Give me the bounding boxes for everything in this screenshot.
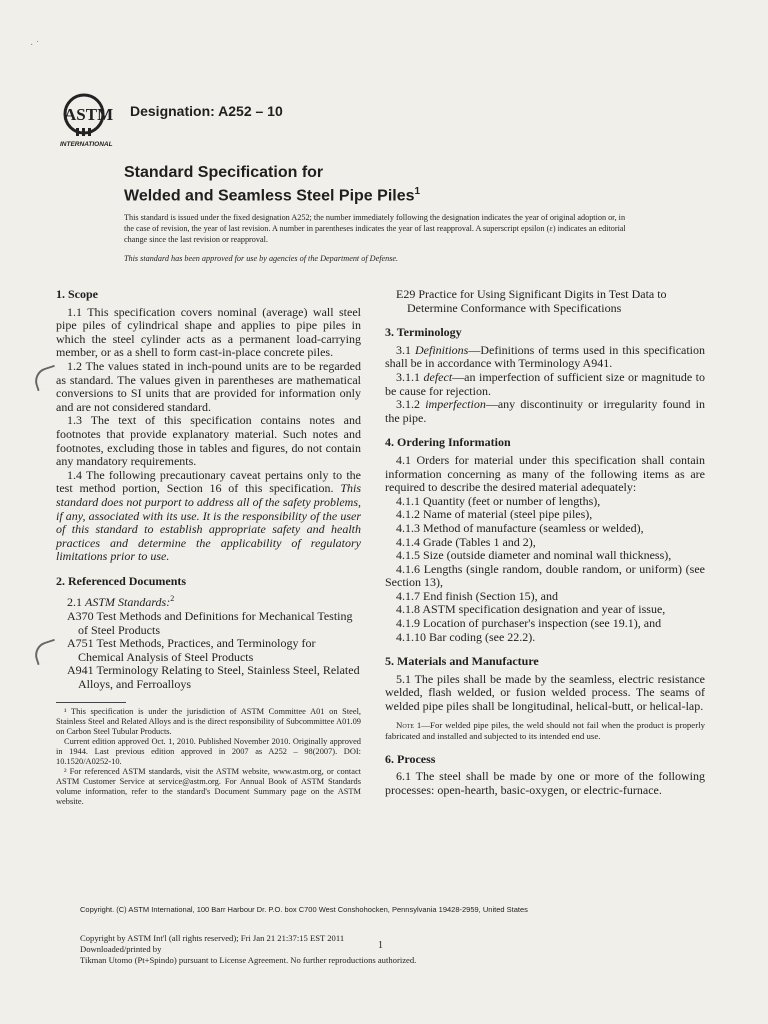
- para-3-1-1-term: defect: [423, 369, 453, 384]
- logo-international: INTERNATIONAL: [60, 141, 113, 148]
- section-3-heading: 3. Terminology: [385, 325, 462, 340]
- para-3-1-1-text: —an imperfection of sufficient size or magnitude to be cause for rejection.: [385, 369, 705, 398]
- page-title: [124, 163, 420, 205]
- footnote-divider: [56, 702, 126, 703]
- title-line-2: [124, 182, 420, 205]
- para-2-1-num: 2.1: [67, 595, 82, 610]
- para-3-1-2: [385, 398, 705, 425]
- footnote-1-edition: Current edition approved Oct. 1, 2010. Published November 2010. Originally approved in 1944. Last previous edition approved in 2007 as A252 – 98(2007). DOI: 10.1520/A0252-10.: [56, 736, 361, 766]
- para-1-3: 1.3 The text of this specification contains notes and footnotes that provide explanatory material. Such notes and footnotes, excluding those in tables and figures, do not contain any mandatory requirements.: [56, 413, 361, 469]
- para-3-1-2-text: —any discontinuity or irregularity found in the pipe.: [385, 397, 706, 425]
- list-item: 4.1.10 Bar coding (see 22.2).: [396, 629, 536, 644]
- para-3-1-2-term: imperfection: [425, 397, 486, 412]
- section-5-heading: 5. Materials and Manufacture: [385, 654, 539, 669]
- list-item: 4.1.2 Name of material (steel pipe piles),: [396, 507, 593, 522]
- section-4-heading: 4. Ordering Information: [385, 435, 511, 450]
- designation: Designation: A252 – 10: [130, 103, 283, 119]
- right-column: [385, 288, 705, 797]
- para-3-1-1-num: 3.1.1: [396, 369, 420, 384]
- note-1: [385, 720, 705, 742]
- para-2-1-footnote-ref: 2: [170, 594, 175, 604]
- para-6-1: 6.1 The steel shall be made by one or more of the following processes: open-hearth, basic-oxygen, or electric-furnace.: [385, 769, 705, 797]
- para-3-1-text: —Definitions of terms used in this specification shall be in accordance with Terminology A941.: [385, 342, 706, 371]
- reference-a370: A370 Test Methods and Definitions for Mechanical Testing of Steel Products: [67, 609, 353, 637]
- para-1-1: 1.1 This specification covers nominal (average) wall steel pipe piles of cylindrical shape and applies to pipe piles in which the steel cylinder acts as a permanent load-carrying member, or as a shell to form cast-in-place concrete piles.: [56, 304, 361, 360]
- list-item: 4.1.7 End finish (Section 15), and: [396, 588, 558, 603]
- reference-a941: A941 Terminology Relating to Steel, Stainless Steel, Related Alloys, and Ferroalloys: [67, 663, 360, 692]
- title-footnote-ref: 1: [414, 186, 421, 197]
- dod-approval-note: This standard has been approved for use by agencies of the Department of Defense.: [124, 254, 399, 263]
- para-1-4-text: 1.4 The following precautionary caveat pertains only to the test method portion, Section 16 of this specification.: [56, 467, 361, 496]
- ordering-items-list: [385, 495, 705, 645]
- page-number: 1: [378, 940, 383, 951]
- note-1-label: Note 1: [396, 719, 422, 730]
- para-5-1: 5.1 The piles shall be made by the seamless, electric resistance welded, flash welded, or fusion welded process. The seams of welded pipe piles shall be longitudinal, helical-butt, or helical-lap.: [385, 671, 705, 714]
- note-1-text: —For welded pipe piles, the weld should not fail when the product is properly fabricated and installed and subjected to its intended end use.: [385, 719, 705, 741]
- para-4-1: 4.1 Orders for material under this specification shall contain information concerning as many of the following items as are required to describe the desired material adequately:: [385, 452, 705, 495]
- logo-letters: ASTM: [64, 105, 114, 124]
- footnote-2: ² For referenced ASTM standards, visit the ASTM website, www.astm.org, or contact ASTM Customer Service at service@astm.org. For Annual Book of ASTM Standards volume information, refer to the standard's Document Summary page on the ASTM website.: [56, 766, 361, 806]
- para-3-1-2-num: 3.1.2: [396, 397, 420, 412]
- para-2-1-label: ASTM Standards:: [85, 595, 171, 610]
- list-item: 4.1.4 Grade (Tables 1 and 2),: [396, 534, 536, 549]
- section-6-heading: 6. Process: [385, 751, 436, 766]
- reference-e29: E29 Practice for Using Significant Digits in Test Data to Determine Conformance with Specifications: [396, 287, 667, 315]
- download-line-3: Tikman Utomo (Pt+Spindo) pursuant to License Agreement. No further reproductions authorized.: [80, 955, 417, 965]
- list-item: 4.1.6 Lengths (single random, double random, or uniform) (see Section 13),: [385, 561, 705, 590]
- para-3-1-1: [385, 371, 705, 398]
- download-notice: [80, 933, 520, 966]
- left-column: [56, 288, 361, 807]
- para-3-1-num: 3.1: [396, 342, 411, 357]
- reference-a751: A751 Test Methods, Practices, and Terminology for Chemical Analysis of Steel Products: [67, 636, 316, 664]
- astm-logo: [60, 92, 124, 150]
- para-1-2: 1.2 The values stated in inch-pound units are to be regarded as standard. The values given in parentheses are mathematical conversions to SI units that are provided for information only and are not considered standard.: [56, 358, 361, 414]
- para-3-1: [385, 344, 705, 371]
- copyright-line: Copyright. (C) ASTM International, 100 Barr Harbour Dr. P.O. box C700 West Conshohocken, Pennsylvania 19428-2959, United States: [80, 905, 528, 914]
- para-1-4: [56, 469, 361, 564]
- list-item: 4.1.9 Location of purchaser's inspection (see 19.1), and: [396, 616, 662, 631]
- title-line-2-text: Welded and Seamless Steel Pipe Piles: [124, 187, 415, 205]
- section-2-heading: 2. Referenced Documents: [56, 573, 187, 588]
- para-3-1-term: Definitions: [415, 342, 469, 357]
- list-item: 4.1.1 Quantity (feet or number of lengths),: [396, 493, 601, 508]
- title-line-1: Standard Specification for: [124, 164, 324, 181]
- scan-speck: · ˙: [30, 40, 40, 51]
- footnotes: [56, 707, 361, 807]
- download-line-1: Copyright by ASTM Int'l (all rights reserved); Fri Jan 21 21:37:15 EST 2011: [80, 933, 345, 943]
- footnote-1: ¹ This specification is under the jurisdiction of ASTM Committee A01 on Steel, Stainless Steel and Related Alloys and is the direct responsibility of Subcommittee A01.09 on Carbon Steel Tubular Products.: [56, 706, 361, 736]
- list-item: 4.1.8 ASTM specification designation and year of issue,: [396, 602, 666, 617]
- para-2-1: [56, 592, 361, 610]
- para-1-4-caveat: This standard does not purport to address all of the safety problems, if any, associated with its use. It is the responsibility of the user of this standard to establish appropriate safety and health practices and determine the applicability of regulatory limitations prior to use.: [56, 481, 361, 564]
- list-item: 4.1.5 Size (outside diameter and nominal wall thickness),: [396, 548, 672, 563]
- section-1-heading: 1. Scope: [56, 287, 98, 301]
- intro-paragraph: This standard is issued under the fixed designation A252; the number immediately following the designation indicates the year of original adoption or, in the case of revision, the year of last revision. A number in parentheses indicates the year of last reapproval. A superscript epsilon (ε) indicates an editorial change since the last revision or reapproval.: [124, 213, 626, 244]
- list-item: 4.1.3 Method of manufacture (seamless or welded),: [396, 520, 644, 535]
- download-line-2: Downloaded/printed by: [80, 944, 162, 954]
